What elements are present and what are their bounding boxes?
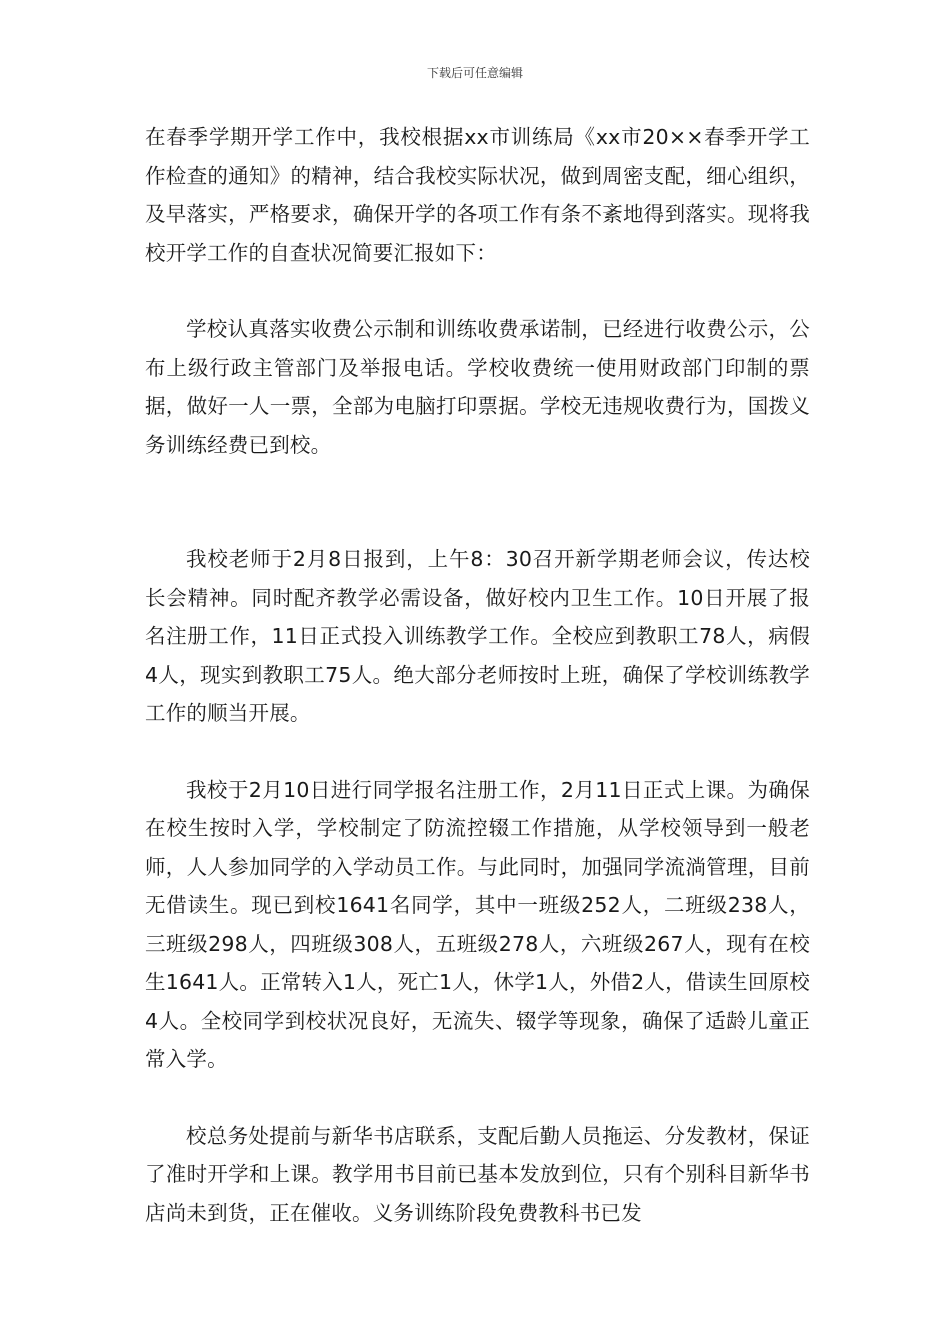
paragraph-teachers: 我校老师于2月8日报到，上午8：30召开新学期老师会议，传达校长会精神。同时配齐教学必需设备，做好校内卫生工作。10日开展了报名注册工作，11日正式投入训练教学工作。全校应到教职工78人，病假4人，现实到教职工75人。绝大部分老师按时上班，确保了学校训练教学工作的顺当开展。 xyxy=(145,547,810,725)
paragraph-intro: 在春季学期开学工作中，我校根据xx市训练局《xx市20××春季开学工作检查的通知》的精神，结合我校实际状况，做到周密支配，细心组织，及早落实，严格要求，确保开学的各项工作有条不紊地得到落实。现将我校开学工作的自查状况简要汇报如下： xyxy=(145,125,810,265)
paragraph-fees: 学校认真落实收费公示制和训练收费承诺制，已经进行收费公示，公布上级行政主管部门及举报电话。学校收费统一使用财政部门印制的票据，做好一人一票，全部为电脑打印票据。学校无违规收费行为，国拨义务训练经费已到校。 xyxy=(145,317,810,457)
paragraph-gap xyxy=(145,1079,810,1117)
document-body xyxy=(145,118,810,1232)
paragraph-textbooks: 校总务处提前与新华书店联系，支配后勤人员拖运、分发教材，保证了准时开学和上课。教学用书目前已基本发放到位，只有个别科目新华书店尚未到货，正在催收。义务训练阶段免费教科书已发 xyxy=(145,1123,810,1225)
paragraph-gap xyxy=(145,733,810,771)
page-header: 下载后可任意编辑 xyxy=(426,66,523,80)
paragraph-gap xyxy=(145,272,810,310)
paragraph-students: 我校于2月10日进行同学报名注册工作，2月11日正式上课。为确保在校生按时入学，学校制定了防流控辍工作措施，从学校领导到一般老师，人人参加同学的入学动员工作。与此同时，加强同学流淌管理，目前无借读生。现已到校1641名同学，其中一班级252人，二班级238人，三班级298人，四班级308人，五班级278人，六班级267人，现有在校生1641人。正常转入1人，死亡1人，休学1人，外借2人，借读生回原校4人。全校同学到校状况良好，无流失、辍学等现象，确保了适龄儿童正常入学。 xyxy=(145,777,810,1071)
paragraph-gap xyxy=(145,464,810,540)
